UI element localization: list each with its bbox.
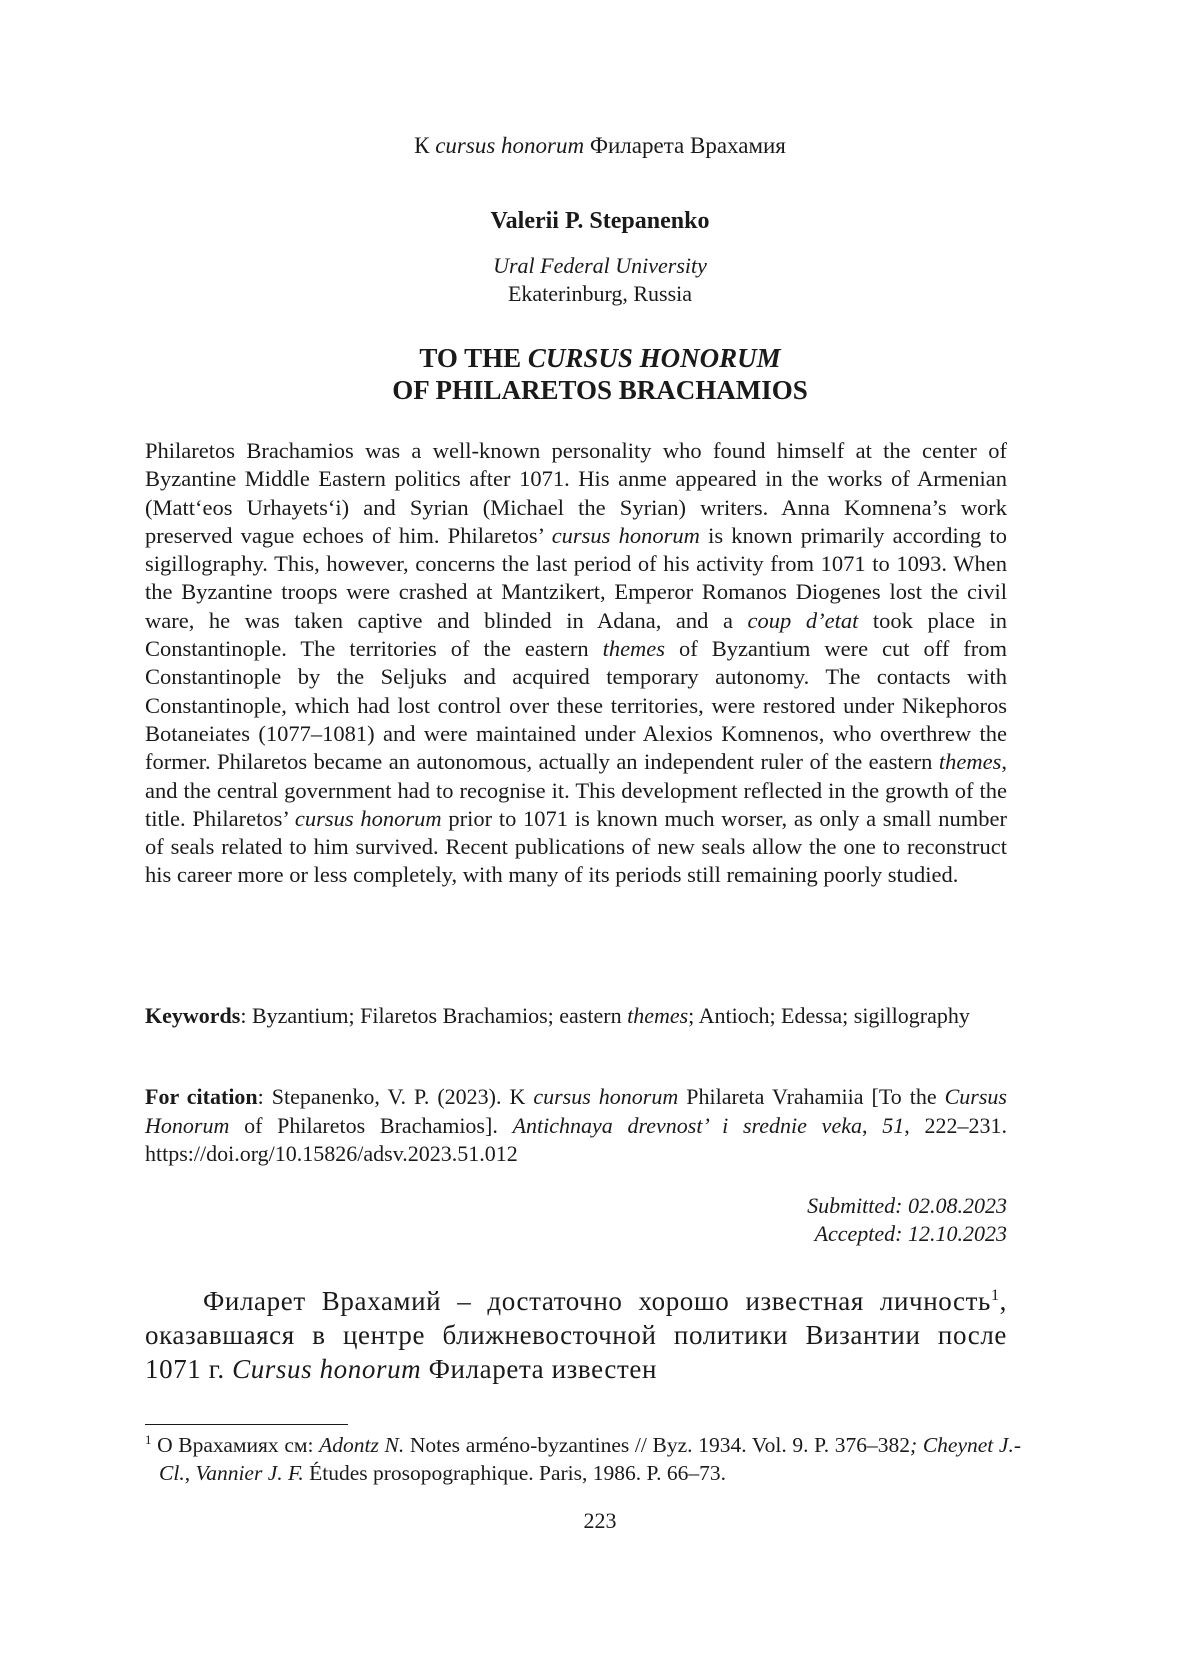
citation-italic: Antichnaya drevnost’ i srednie veka bbox=[512, 1112, 862, 1138]
footnote-italic: Vannier J. F. bbox=[195, 1461, 304, 1485]
title-line-1 bbox=[0, 342, 1200, 374]
citation-italic: Cursus Honorum bbox=[145, 1084, 1007, 1138]
footnote-text: О Врахамиях см: bbox=[151, 1433, 320, 1457]
abstract-text: of Byzantium were cut off from Constantinople by the Seljuks and acquired temporary autonomy. The contacts with Constantinople, which had lost control over these territories, were restored under Nikephoros Botaneiates (1077–1081) and were maintained under Alexios Komnenos, who overthrew the former. Philaretos became an autonomous, actually an independent ruler of the eastern bbox=[145, 636, 1008, 775]
citation-text: Philareta Vrahamiia [To the bbox=[678, 1084, 945, 1109]
running-header-post: Филарета Врахамия bbox=[584, 133, 786, 158]
page-number: 223 bbox=[583, 1508, 617, 1533]
citation-label: For citation bbox=[145, 1084, 258, 1109]
footnote-ref: 1 bbox=[990, 1286, 1000, 1304]
abstract-text: , and the central government had to recognise it. This development reflected in the growth of the title. Philaretos’ bbox=[145, 749, 1007, 831]
footnote bbox=[145, 1431, 1021, 1487]
footnote-italic: Adontz N. bbox=[319, 1433, 405, 1457]
citation-italic: 51 bbox=[882, 1112, 905, 1138]
abstract bbox=[145, 437, 1007, 890]
keywords-italic: themes bbox=[627, 1003, 689, 1028]
citation-italic: cursus honorum bbox=[533, 1084, 679, 1109]
keywords bbox=[145, 1002, 1007, 1031]
keywords-text: : Byzantium; Filaretos Brachamios; eastern bbox=[240, 1003, 628, 1028]
citation bbox=[145, 1083, 1007, 1169]
abstract-italic: themes bbox=[938, 749, 1002, 775]
body-text: Филарет Врахамий – достаточно хорошо известная личность bbox=[203, 1286, 991, 1316]
affiliation-institution: Ural Federal University bbox=[493, 253, 707, 278]
footnote-text: Études prosopographique. Paris, 1986. P. 66–73. bbox=[303, 1461, 726, 1485]
keywords-label: Keywords bbox=[145, 1003, 241, 1028]
footnote-text: , bbox=[184, 1461, 196, 1485]
accepted-date: Accepted: 12.10.2023 bbox=[814, 1221, 1007, 1246]
abstract-text: Philaretos Brachamios was a well-known personality who found himself at the center of Byzantine Middle Eastern politics after 1071. His anme appeared in the works of Armenian (Matt‘eos Urhayets‘i) and Syrian (Michael the Syrian) writers. Anna Komnena’s work preserved vague echoes of him. Philaretos’ bbox=[145, 438, 1007, 548]
abstract-italic: coup d’etat bbox=[747, 607, 859, 633]
citation-text: : Stepanenko, V. P. (2023). K bbox=[257, 1084, 534, 1109]
footnote-italic: ; Cheynet J.-Cl. bbox=[159, 1433, 1021, 1485]
title-line-2: OF PHILARETOS BRACHAMIOS bbox=[392, 375, 808, 405]
citation-text: of Philaretos Brachamios]. bbox=[229, 1112, 513, 1138]
running-header bbox=[0, 133, 1200, 159]
body-italic: Cursus honorum bbox=[232, 1354, 422, 1384]
body-paragraph bbox=[145, 1284, 1007, 1386]
article-title bbox=[0, 342, 1200, 406]
article-dates bbox=[700, 1192, 1007, 1248]
running-header-pre: К bbox=[414, 133, 436, 158]
footnote-number: 1 bbox=[145, 1432, 152, 1447]
body-text: , оказавшаяся в центре ближневосточной политики Византии после 1071 г. bbox=[145, 1286, 1007, 1384]
footnote-text: Notes arméno-byzantines // Byz. 1934. Vol. 9. P. 376–382 bbox=[404, 1433, 910, 1457]
title-line1-italic: CURSUS HONORUM bbox=[527, 343, 781, 373]
citation-doi: , 222–231. https://doi.org/10.15826/adsv.2023.51.012 bbox=[145, 1112, 1008, 1166]
author-name: Valerii P. Stepanenko bbox=[490, 208, 710, 234]
abstract-text: took place in Constantinople. The territories of the eastern bbox=[145, 607, 1008, 662]
abstract-text: is known primarily according to sigillography. This, however, concerns the last period of his activity from 1071 to 1093. When the Byzantine troops were crashed at Mantzikert, Emperor Romanos Diogenes lost the civil ware, he was taken captive and blinded in Adana, and a bbox=[145, 522, 1007, 633]
footnote-divider bbox=[145, 1424, 348, 1425]
abstract-italic: cursus honorum bbox=[294, 805, 442, 831]
affiliation-location: Ekaterinburg, Russia bbox=[507, 281, 693, 306]
abstract-text: prior to 1071 is known much worser, as only a small number of seals related to him survived. Recent publications of new seals allow the one to reconstruct his career more or less completely, with many of its periods still remaining poorly studied. bbox=[145, 805, 1008, 888]
title-line1-pre: TO THE bbox=[419, 343, 528, 373]
running-header-italic: cursus honorum bbox=[435, 133, 585, 158]
submitted-date: Submitted: 02.08.2023 bbox=[807, 1193, 1007, 1218]
abstract-italic: cursus honorum bbox=[551, 522, 700, 548]
keywords-text: ; Antioch; Edessa; sigillography bbox=[688, 1003, 970, 1028]
body-text: Филарета известен bbox=[421, 1354, 657, 1384]
abstract-italic: themes bbox=[602, 636, 666, 662]
citation-text: , bbox=[861, 1112, 883, 1138]
